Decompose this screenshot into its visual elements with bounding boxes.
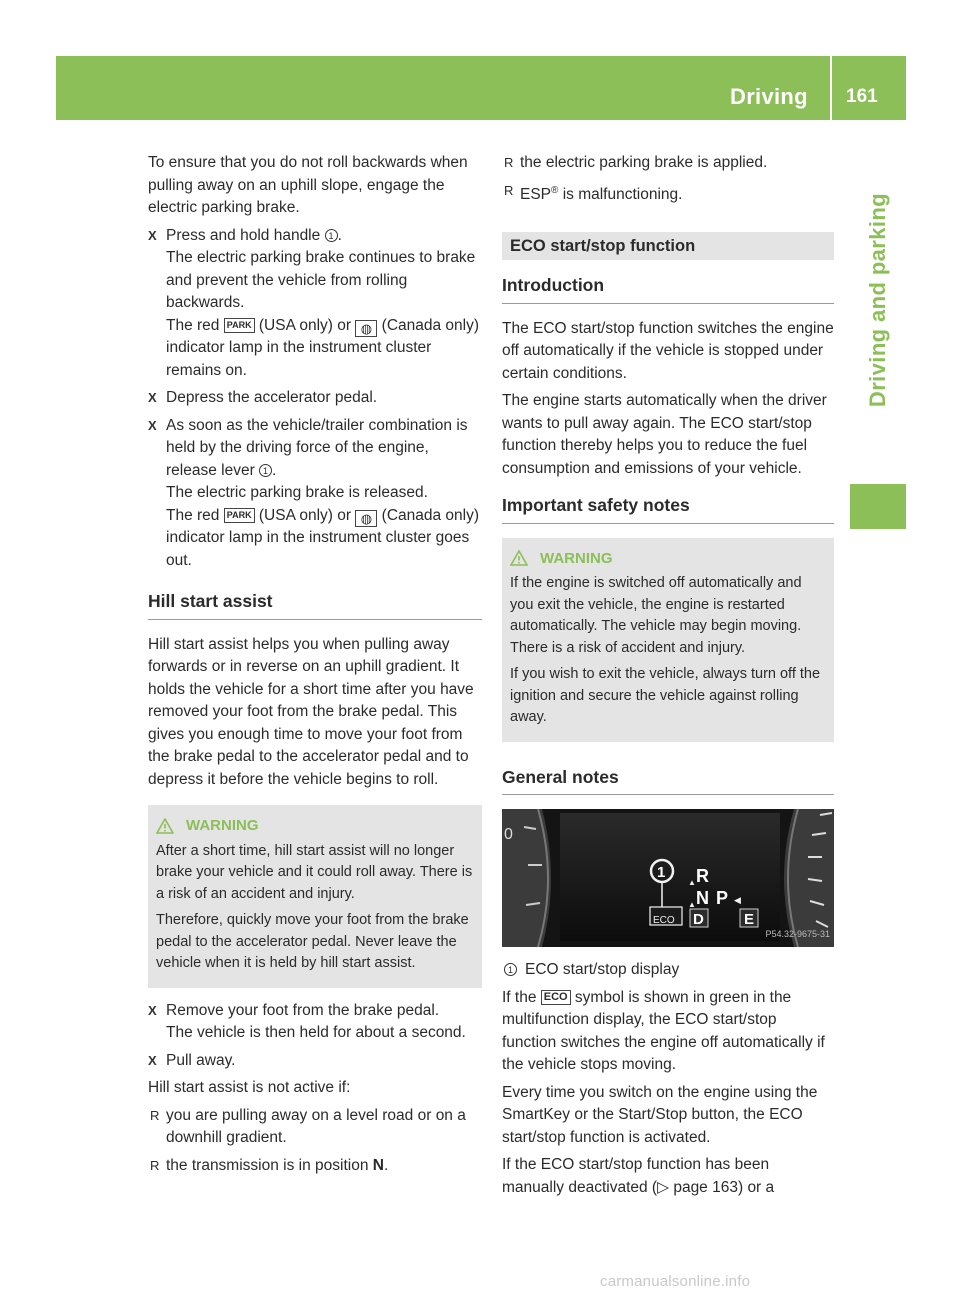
svg-text:▲: ▲ <box>688 900 696 910</box>
hill-start-paragraph: Hill start assist helps you when pulling away forwards or in reverse on an uphill gradient. It holds the vehicle for a short time after you have removed your foot from the brake pedal. This gives you enough time to move your foot from the brake pedal to the accelerator pedal and to depress it before the vehicle begins to roll. <box>148 635 474 788</box>
activation-paragraph: Every time you switch on the engine using the SmartKey or the Start/Stop button, the ECO start/stop function is activated. <box>502 1083 818 1146</box>
page-number: 161 <box>846 86 878 107</box>
hill-start-heading: Hill start assist <box>148 590 482 620</box>
general-notes-heading: General notes <box>502 766 834 796</box>
brake-lamp-icon: ◍ <box>355 510 377 527</box>
side-tab-label: Driving and parking <box>865 192 890 408</box>
gear-d: D <box>693 911 704 929</box>
callout-1-icon: 1 <box>504 963 517 976</box>
callout-1: 1 <box>657 864 666 882</box>
bullet-icon: R <box>504 155 514 170</box>
step-arrow-icon: X <box>148 1002 157 1018</box>
eco-display-label: ECO <box>653 915 675 927</box>
step-release-lever: X As soon as the vehicle/trailer combination is held by the driving force of the engine, release lever 1 . The electric parking brake is released. The red PARK (USA only) or ◍ (Canada only) indicator lamp in the instrument cluster goes out. <box>148 415 482 573</box>
left-column <box>148 152 482 1182</box>
side-tab-marker <box>850 484 906 529</box>
step-result: The electric parking brake continues to brake and prevent the vehicle from rolling backwards. <box>166 249 476 311</box>
brake-lamp-icon: ◍ <box>355 320 377 337</box>
callout-1-icon: 1 <box>259 464 272 477</box>
eco-section-heading: ECO start/stop function <box>502 232 834 260</box>
instrument-cluster-photo <box>502 809 834 947</box>
photo-reference: P54.32-9675-31 <box>765 928 830 939</box>
bullet-icon: R <box>150 1157 160 1173</box>
gear-n: N <box>696 888 709 909</box>
right-column <box>502 152 834 1204</box>
list-item: R the transmission is in position N. <box>148 1155 482 1178</box>
warning-text: Therefore, quickly move your foot from the brake pedal to the accelerator pedal. Never leave the vehicle when it is held by hill start assist. <box>156 912 469 971</box>
gear-e: E <box>744 911 755 929</box>
callout-1-icon: 1 <box>325 229 338 242</box>
list-item: R you are pulling away on a level road or on a downhill gradient. <box>150 1106 466 1146</box>
eco-symbol-icon: ECO <box>541 990 571 1005</box>
introduction-heading: Introduction <box>502 274 834 304</box>
step-remove-foot: X Remove your foot from the brake pedal. The vehicle is then held for about a second. <box>148 1001 466 1041</box>
step-result-lamp: The red PARK (USA only) or ◍ (Canada only) indicator lamp in the instrument cluster goes out. <box>166 506 480 569</box>
warning-text: If the engine is switched off automatically and you exit the vehicle, the engine is restarted automatically. The vehicle may begin moving. There is a risk of accident and injury. <box>510 575 802 656</box>
svg-text:0: 0 <box>504 826 513 844</box>
step-depress-accelerator: X Depress the accelerator pedal. <box>148 387 482 410</box>
gear-r: R <box>696 866 709 887</box>
svg-text:◀: ◀ <box>734 895 741 906</box>
intro-paragraph: The engine starts automatically when the driver wants to pull away again. The ECO start/stop function thereby helps you to reduce the fuel consumption and emissions of your vehicle. <box>502 392 827 477</box>
warning-box <box>502 538 834 742</box>
step-arrow-icon: X <box>148 1052 157 1068</box>
warning-box <box>148 805 482 988</box>
warning-title: WARNING <box>186 817 259 834</box>
intro-paragraph: To ensure that you do not roll backwards when pulling away on an uphill slope, engage the electric parking brake. <box>148 154 468 216</box>
header-separator <box>830 56 832 120</box>
eco-symbol-paragraph: If the ECO symbol is shown in green in the multifunction display, the ECO start/stop function switches the engine off automatically if the vehicle stops moving. <box>502 988 825 1074</box>
park-lamp-icon: PARK <box>224 318 255 333</box>
step-arrow-icon: X <box>148 390 157 405</box>
step-arrow-icon: X <box>148 417 157 433</box>
not-active-intro: Hill start assist is not active if: <box>148 1079 351 1096</box>
step-result: The electric parking brake is released. <box>166 484 428 501</box>
gear-p: P <box>716 888 729 909</box>
watermark: carmanualsonline.info <box>600 1273 751 1290</box>
bullet-icon: R <box>150 1107 160 1123</box>
warning-text: After a short time, hill start assist will no longer brake your vehicle and it could roll away. There is a risk of an accident and injury. <box>156 842 473 902</box>
page-ref-arrow-icon: ▷ <box>657 1178 670 1196</box>
step-result-lamp: The red PARK (USA only) or ◍ (Canada only) indicator lamp in the instrument cluster remains on. <box>166 316 480 379</box>
section-title: Driving <box>730 84 808 109</box>
bullet-icon: R <box>504 182 514 198</box>
warning-triangle-icon <box>156 818 174 834</box>
intro-paragraph: The ECO start/stop function switches the engine off automatically if the vehicle is stopped under certain conditions. <box>502 319 834 382</box>
list-item: R ESP® is malfunctioning. <box>502 180 834 207</box>
warning-title: WARNING <box>540 549 613 567</box>
warning-triangle-icon <box>510 550 528 566</box>
photo-caption: 1 ECO start/stop display <box>502 959 834 982</box>
park-lamp-icon: PARK <box>224 508 255 523</box>
list-item: R the electric parking brake is applied. <box>502 152 834 175</box>
warning-text: If you wish to exit the vehicle, always turn off the ignition and secure the vehicle against rolling away. <box>510 666 821 726</box>
step-pull-away: X Pull away. <box>148 1050 482 1073</box>
step-arrow-icon: X <box>148 227 157 243</box>
svg-text:▲: ▲ <box>688 878 696 888</box>
step-press-handle: X Press and hold handle 1 . The electric parking brake continues to brake and prevent the vehicle from rolling backwards. The red PARK (USA only) or ◍ (Canada only) indicator lamp in the instrument cluster remains on. <box>148 225 482 383</box>
safety-heading: Important safety notes <box>502 494 834 524</box>
deactivation-paragraph: If the ECO start/stop function has been manually deactivated (▷ page 163) or a <box>502 1156 775 1196</box>
page-link[interactable]: page 163) or a <box>669 1178 775 1196</box>
